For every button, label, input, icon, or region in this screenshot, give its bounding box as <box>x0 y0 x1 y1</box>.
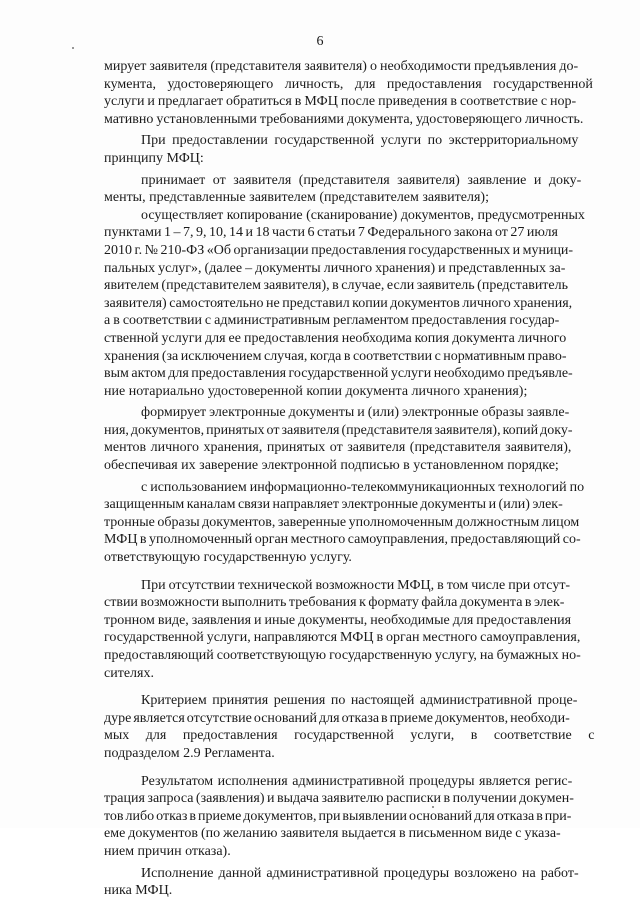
paragraph-line: услуги и предлагает обратиться в МФЦ после приведения в соответствие с нор- <box>104 94 577 110</box>
paragraph-line: тронные образы документов, заверенные уполномоченным должностным лицом <box>104 514 580 530</box>
paragraph-line: МФЦ в уполномоченный орган местного самоуправления, предоставляющий со- <box>104 532 581 548</box>
paragraph-line: ответствующую государственную услугу. <box>104 550 352 566</box>
paragraph-line: формирует электронные документы и (или) электронные образы заявле- <box>141 405 570 421</box>
paragraph-line: принимает от заявителя (представителя заявителя) заявление и доку- <box>141 172 582 188</box>
page-number: 6 <box>316 34 324 49</box>
paragraph-line: хранения (за исключением случая, когда в соответствии с нормативным право- <box>104 348 567 364</box>
paragraph-line: защищенным каналам связи направляет электронные документы и (или) элек- <box>104 497 563 513</box>
paragraph-line: мирует заявителя (представителя заявителя) о необходимости предъявления до- <box>104 59 579 74</box>
paragraph-line: заявителя) самостоятельно не представил копии документов личного хранения, <box>104 295 573 311</box>
paragraph-line: мативно установленными требованиями документа, удостоверяющего личность. <box>104 111 584 127</box>
scan-speck <box>432 806 434 808</box>
paragraph-line: подразделом 2.9 Регламента. <box>104 745 275 761</box>
paragraph-line: принципу МФЦ: <box>104 150 204 166</box>
paragraph-line: Критерием принятия решения по настоящей административной проце- <box>141 693 578 709</box>
paragraph-line: 2010 г. № 210-ФЗ «Об организации предоставления государственных и муници- <box>104 242 574 258</box>
paragraph-line: При предоставлении государственной услуги по экстерриториальному <box>141 133 579 149</box>
paragraph-line: пальных услуг», (далее – документы личного хранения) и представленных за- <box>104 260 566 276</box>
paragraph-line: Исполнение данной административной процедуры возложено на работ- <box>141 865 579 881</box>
paragraph-line: ние нотариально удостоверенной копии документа личного хранения); <box>104 383 528 399</box>
paragraph-line: пунктами 1 – 7, 9, 10, 14 и 18 части 6 статьи 7 Федерального закона от 27 июля <box>104 225 558 241</box>
paragraph-line: ментов личного хранения, принятых от заявителя (представителя заявителя), <box>104 440 572 456</box>
paragraph-line: менты, представленные заявителем (представителем заявителя); <box>104 190 489 206</box>
paragraph-line: тов либо отказ в приеме документов, при выявлении оснований для отказа в при- <box>104 808 572 824</box>
paragraph-line: трация запроса (заявления) и выдача заявителю расписки в получении докумен- <box>104 791 574 807</box>
paragraph-line: При отсутствии технической возможности МФЦ, в том числе при отсут- <box>141 577 571 593</box>
paragraph-line: государственной услуги, направляются МФЦ в орган местного самоуправления, <box>104 630 581 646</box>
paragraph-line: Результатом исполнения административной процедуры является регис- <box>141 773 573 789</box>
paragraph-line: еме документов (по желанию заявителя выдается в письменном виде с указа- <box>104 826 561 842</box>
paragraph-line: предоставляющий соответствующую государственную услугу, на бумажных но- <box>104 648 581 663</box>
paragraph-line: кумента, удостоверяющего личность, для предоставления государственной <box>104 76 593 92</box>
paragraph-line: ственной услуги для ее предоставления необходима копия документа личного <box>104 330 567 346</box>
paragraph-line: сителях. <box>104 665 154 681</box>
paragraph-line: нием причин отказа). <box>104 843 231 859</box>
paragraph-line: обеспечивая их заверение электронной подписью в установленном порядке; <box>104 458 559 474</box>
paragraph-line: ствии возможности выполнить требования к формату файла документа в элек- <box>104 595 565 611</box>
paragraph-line: мых для предоставления государственной услуги, в соответствие с <box>104 728 595 744</box>
paragraph-line: явителем (представителем заявителя), в случае, если заявитель (представитель <box>104 278 569 294</box>
paragraph-line: а в соответствии с административным регламентом предоставления государ- <box>104 313 560 329</box>
paragraph-line: вым актом для предоставления государственной услуги необходимо предъявле- <box>104 366 573 382</box>
document-body <box>104 58 595 900</box>
paragraph-line: с использованием информационно-телекоммуникационных технологий по <box>141 479 585 495</box>
paragraph-line: ника МФЦ. <box>104 883 173 899</box>
paragraph-line: дуре является отсутствие оснований для отказа в приеме документов, необходи- <box>104 710 570 726</box>
scan-speck <box>72 47 74 49</box>
paragraph-line: тронном виде, заявления и иные документы, необходимые для предоставления <box>104 612 572 628</box>
paragraph-line: ния, документов, принятых от заявителя (представителя заявителя), копий доку- <box>104 422 573 438</box>
paragraph-line: осуществляет копирование (сканирование) документов, предусмотренных <box>141 207 585 223</box>
